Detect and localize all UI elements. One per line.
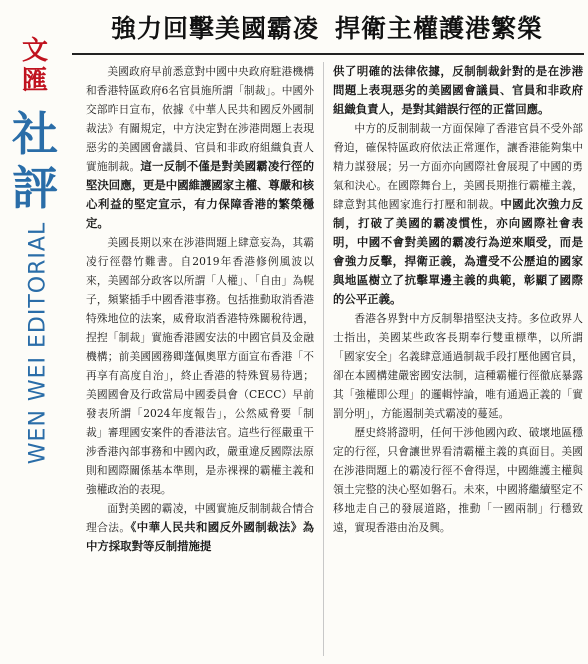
paragraph-1 [86, 62, 314, 233]
column-title-she: 社 [12, 107, 58, 161]
paragraph-1-bold: 這一反制不僅是對美國霸凌行徑的堅決回應，更是中國維護國家主權、尊嚴和核心利益的堅定宣示，有力保障香港的繁榮穩定。 [86, 159, 314, 230]
paragraph-2: 美國長期以來在涉港問題上肆意妄為，其霸凌行徑罄竹難書。自2019年香港修例風波以來，美國部分政客以所謂「人權」、「自由」為幌子，頻繁插手中國香港事務。包括推動取消香港特殊地位的法案，威脅取消香港特殊關稅待遇，捏揑「制裁」實施香港國安法的中國官員及金融機構；前美國國務卿蓬佩奧單方面宣布香港「不再享有高度自治」，終止香港的特殊貿易待遇；美國國會及行政當局中國委員會（CECC）早前發表所謂「2024年度報告」，公然威脅要「制裁」審理國安案件的香港法官。這些行徑嚴重干涉香港內部事務和中國內政，嚴重違反國際法原則和國際關係基本準則，是赤裸裸的霸權主義和強權政治的表現。 [86, 236, 314, 496]
column-divider [323, 62, 324, 656]
headline-rule [72, 53, 584, 55]
paragraph-3-bold: 《中華人民共和國反外國制裁法》為中方採取對等反制措施提 [86, 520, 314, 553]
editorial-label [20, 218, 56, 468]
editorial-text: WEN WEI EDITORIAL [25, 221, 51, 465]
paragraph-4-bold: 中國此次強力反制，打破了美國的霸凌慣性，亦向國際社會表明，中國不會對美國的霸凌行為逆來順受，而是會強力反擊，捍衛正義，為遭受不公歷迫的國家與地區樹立了抗擊單邊主義的典範，彰顯了國際的公平正義。 [333, 197, 583, 306]
column-right [333, 62, 583, 658]
headline-part1: 強力回擊美國霸凌 [110, 14, 319, 43]
paragraph-6: 歷史終將證明，任何干涉他國內政、破壞地區穩定的行徑，只會讓世界看清霸權主義的真面目。美國在涉港問題上的霸凌行徑不會得逞，中國維護主權與領土完整的決心堅如磐石。未來，中國將繼續堅定不移地走自己的發展道路，推動「一國兩制」行穩致遠，實現香港由治及興。 [333, 426, 583, 534]
headline [72, 4, 582, 50]
masthead [0, 0, 72, 664]
paragraph-3-bold-continued: 供了明確的法律依據，反制制裁針對的是在涉港問題上表現惡劣的美國國會議員、官員和非政府組織負責人，是對其錯誤行徑的正當回應。 [333, 64, 583, 116]
brand-wen: 文 [21, 36, 48, 66]
brand-wui: 匯 [21, 66, 48, 96]
paragraph-1-text: 美國政府早前悉意對中國中央政府駐港機構和香港特區政府6名官員施所謂「制裁」。中國外交部昨日宣布，依據《中華人民共和國反外國制裁法》有關規定，中方決定對在涉港問題上表現惡劣的美國國會議員、官員和非政府組織負責人實施制裁。 [86, 65, 314, 173]
paragraph-3-continued [333, 62, 583, 119]
column-left [86, 62, 314, 658]
paragraph-4-text: 中方的反制制裁一方面保障了香港官員不受外部脅迫，確保特區政府依法正常運作，讓香港能夠集中精力謀發展；另一方面亦向國際社會展現了中國的勇氣和決心。在國際舞台上，美國長期推行霸權主義，肆意對其他國家進行打壓和制裁。 [333, 122, 583, 211]
paragraph-4 [333, 119, 583, 309]
paragraph-3-text: 面對美國的霸凌，中國實施反制制裁合情合理合法。 [86, 502, 314, 534]
paragraph-5: 香港各界對中方反制舉措堅決支持。多位政界人士指出，美國某些政客長期奉行雙重標準，以所謂「國家安全」名義肆意通過制裁手段打壓他國官員，卻在本國構建嚴密國安法制，這種霸權行徑徹底暴露其「強權即公理」的邏輯悖論，唯有通過正義的「實罰分明」，方能遏制美式霸凌的蔓延。 [333, 312, 583, 420]
headline-part2: 捍衛主權護港繁榮 [335, 14, 544, 43]
paragraph-3 [86, 499, 314, 556]
column-title-ping: 評 [12, 161, 58, 215]
